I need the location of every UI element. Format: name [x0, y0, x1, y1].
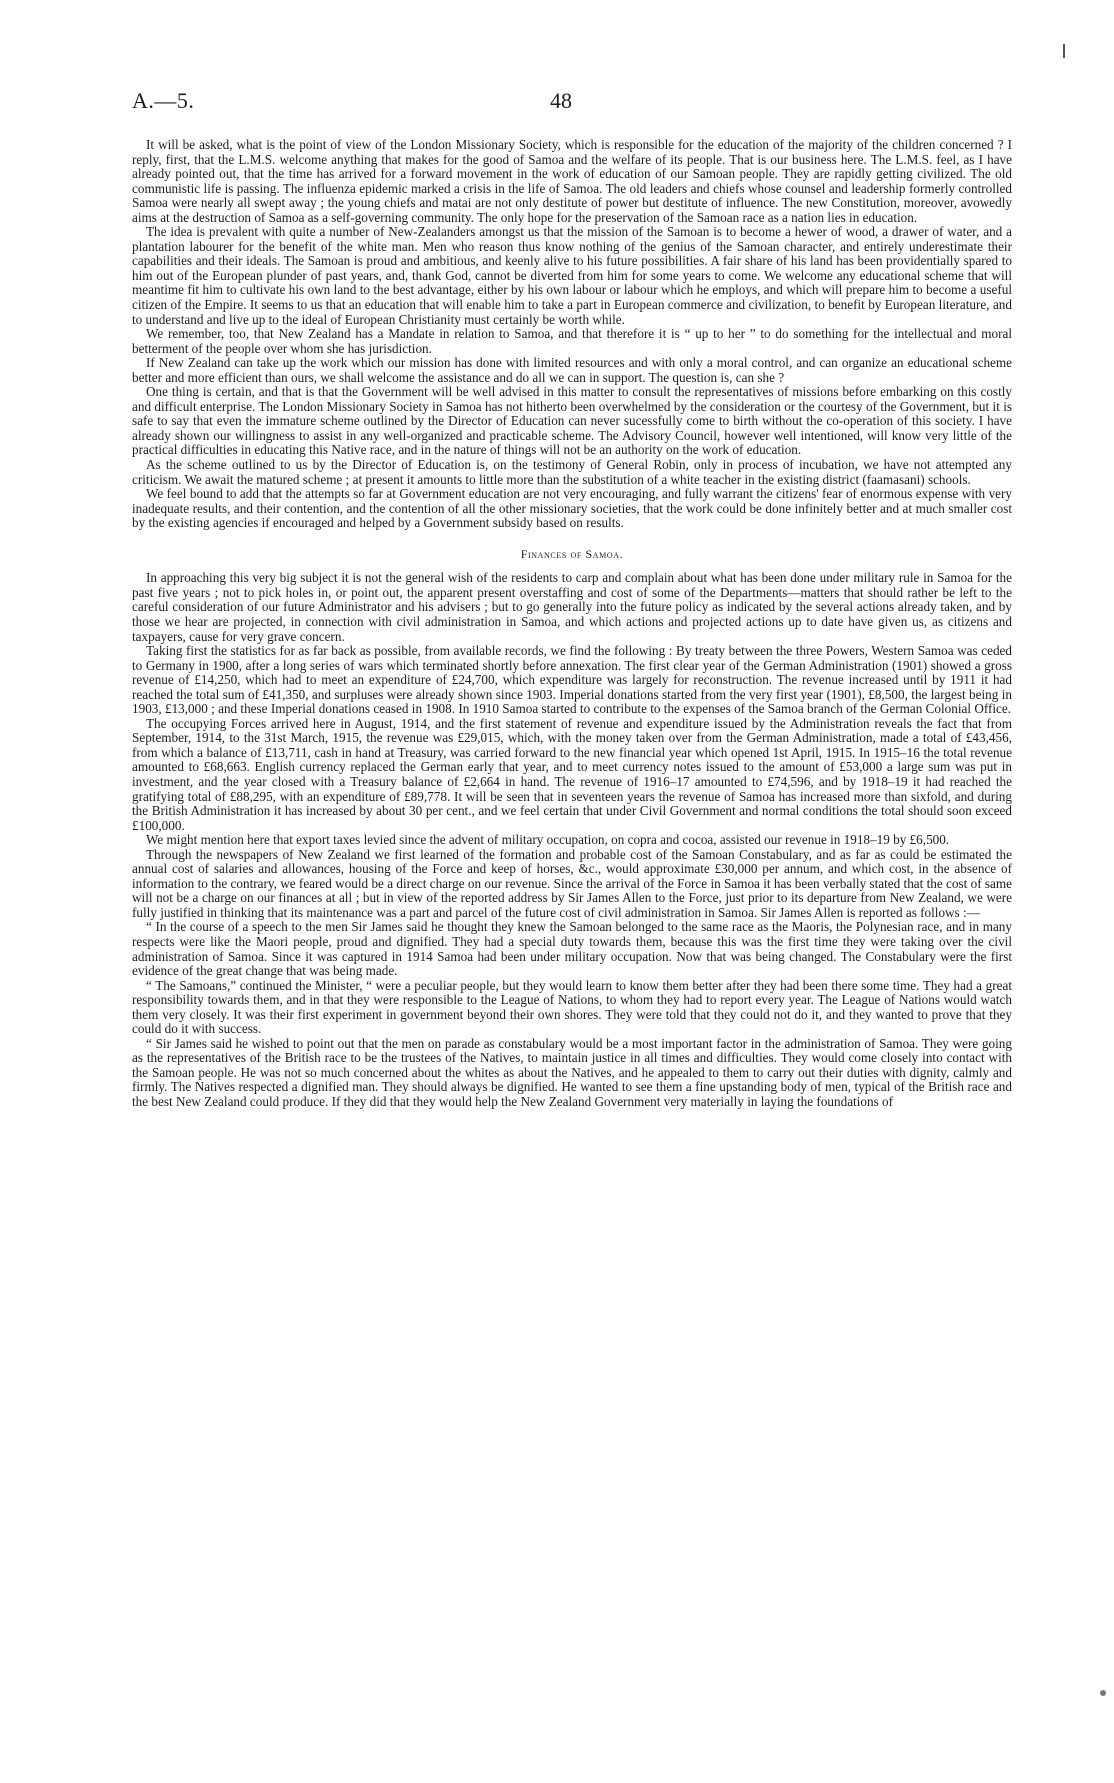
- paragraph: The idea is prevalent with quite a number of New-Zealanders amongst us that the mission of the Samoan is to become a hewer of wood, a drawer of water, and a plantation labourer for the benefit of the white man. Men who reason thus know nothing of the genius of the Samoan character, and entirely underestimate their capabilities and their ideals. The Samoan is proud and ambitious, and keenly alive to his future possibilities. A fair share of his land has been providentially spared to him out of the European plunder of past years, and, thank God, cannot be diverted from him for some years to come. We welcome any educational scheme that will meantime fit him to cultivate his own land to the best advantage, either by his own labour or labour which he employs, and which will prepare him to become a useful citizen of the Empire. It seems to us that an education that will enable him to take a part in European commerce and civilization, to benefit by European literature, and to understand and live up to the ideal of European Christianity must certainly be worth while.: [132, 224, 1012, 327]
- section-heading: Finances of Samoa.: [520, 546, 624, 561]
- paragraph: We might mention here that export taxes levied since the advent of military occupation, on copra and cocoa, assisted our revenue in 1918–19 by £6,500.: [146, 832, 950, 848]
- paragraph: If New Zealand can take up the work which our mission has done with limited resources and with only a moral control, and can organize an educational scheme better and more efficient than ours, we shall welcome the assistance and do all we can in support. The question is, can she ?: [132, 355, 1012, 385]
- page-header: [132, 88, 1012, 118]
- body-text: [132, 138, 1012, 1110]
- quoted-paragraph: “ In the course of a speech to the men Sir James said he thought they knew the Samoan belonged to the same race as the Maoris, the Polynesian race, and in many respects were like the Maori people, proud and dignified. They had a special duty towards them, because this was the first time they were taking over the civil administration of Samoa. Since it was captured in 1914 Samoa had been under military occupation. Now that was being changed. The Constabulary were the first evidence of the great change that was being made.: [132, 919, 1012, 979]
- paragraph: In approaching this very big subject it is not the general wish of the residents to carp and complain about what has been done under military rule in Samoa for the past five years ; not to pick holes in, or point out, the apparent present overstaffing and cost of some of the Departments—matters that should rather be left to the careful consideration of our future Administrator and his advisers ; but to go generally into the future policy as indicated by the several actions already taken, and by those we hear are projected, in connection with civil administration in Samoa, and which actions and projected actions up to date have given us, as citizens and taxpayers, cause for very grave concern.: [132, 570, 1012, 644]
- paragraph: We feel bound to add that the attempts so far at Government education are not very encouraging, and fully warrant the citizens' fear of enormous expense with very inadequate results, and their contention, and the contention of all the other missionary societies, that the work could be done infinitely better and at much smaller cost by the existing agencies if encouraged and helped by a Government subsidy based on results.: [132, 486, 1012, 531]
- quoted-paragraph: “ The Samoans,” continued the Minister, “ were a peculiar people, but they would learn to know them better after they had been there some time. They had a great responsibility towards them, and in that they were responsible to the League of Nations, to whom they had to report every year. The League of Nations would watch them very closely. It was their first experiment in government beyond their own shores. They were told that they could not do it, and they wanted to prove that they could do it with success.: [132, 977, 1012, 1037]
- paragraph: As the scheme outlined to us by the Director of Education is, on the testimony of General Robin, only in process of incubation, we have not attempted any criticism. We await the matured scheme ; at present it amounts to little more than the substitution of a white teacher in the existing district (faamasani) schools.: [132, 457, 1012, 487]
- paragraph: Taking first the statistics for as far back as possible, from available records, we find the following : By treaty between the three Powers, Western Samoa was ceded to Germany in 1900, after a long series of wars which terminated shortly before annexation. The first clear year of the German Administration (1901) showed a gross revenue of £14,250, which had to meet an expenditure of £24,700, which expenditure was largely for reconstruction. The revenue increased until by 1911 it had reached the total sum of £41,350, and surpluses were already shown since 1903. Imperial donations started from the very first year (1901), £8,500, the largest being in 1903, £13,000 ; and these Imperial donations ceased in 1908. In 1910 Samoa started to contribute to the expenses of the Samoa branch of the German Colonial Office.: [132, 643, 1012, 717]
- paragraph: Through the newspapers of New Zealand we first learned of the formation and probable cost of the Samoan Constabulary, and as far as could be estimated the annual cost of salaries and allowances, housing of the Force and keep of horses, &c., would approximate £30,000 per annum, and which cost, in the absence of information to the contrary, we feared would be a direct charge on our revenue. Since the arrival of the Force in Samoa it has been verbally stated that the cost of same will not be a charge on our finances at all ; but in view of the reported address by Sir James Allen to the Force, just prior to its departure from New Zealand, we were fully justified in thinking that its maintenance was a part and parcel of the future cost of civil administration in Samoa. Sir James Allen is reported as follows :—: [132, 846, 1012, 920]
- paragraph: The occupying Forces arrived here in August, 1914, and the first statement of revenue and expenditure issued by the Administration reveals the fact that from September, 1914, to the 31st March, 1915, the revenue was £29,015, which, with the money taken over from the German Administration, made a total of £43,456, from which a balance of £13,711, cash in hand at Treasury, was carried forward to the new financial year which opened 1st April, 1915. In 1915–16 the total revenue amounted to £68,663. English currency replaced the German early that year, and to meet currency notes issued to the amount of £53,000 a large sum was put in investment, and the year closed with a Treasury balance of £2,664 in hand. The revenue of 1916–17 amounted to £74,596, and by 1918–19 it had reached the gratifying total of £88,295, with an expenditure of £89,778. It will be seen that in seventeen years the revenue of Samoa has increased more than sixfold, and during the British Administration it has increased by about 30 per cent., and we feel certain that under Civil Government and normal conditions the total should soon exceed £100,000.: [132, 715, 1012, 833]
- paragraph: One thing is certain, and that is that the Government will be well advised in this matter to consult the representatives of missions before embarking on this costly and difficult enterprise. The London Missionary Society in Samoa has not hitherto been overwhelmed by the consideration or the courtesy of the Government, but it is safe to say that even the immature scheme outlined by the Director of Education can never sucessfully come to birth without the co-operation of this society. I have already shown our willingness to assist in any well-organized and practicable scheme. The Advisory Council, however well intentioned, will know very little of the practical difficulties in educating this Native race, and in the nature of things will not be an authority on the work of education.: [132, 384, 1012, 458]
- paragraph: We remember, too, that New Zealand has a Mandate in relation to Samoa, and that therefore it is “ up to her ” to do something for the intellectual and moral betterment of the people over whom she has jurisdiction.: [132, 326, 1012, 356]
- paragraph: It will be asked, what is the point of view of the London Missionary Society, which is responsible for the education of the majority of the children concerned ? I reply, first, that the L.M.S. welcome anything that makes for the good of Samoa and the welfare of its people. That is our business here. The L.M.S. feel, as I have already pointed out, that the time has arrived for a forward movement in the work of education of our Samoan people. They are rapidly getting civilized. The old communistic life is passing. The influenza epidemic marked a crisis in the life of Samoa. The old leaders and chiefs whose counsel and leadership formerly controlled Samoa were nearly all swept away ; the young chiefs and matai are not only destitute of power but destitute of influence. The new Constitution, moreover, avowedly aims at the destruction of Samoa as a self-governing community. The only hope for the preservation of the Samoan race as a nation lies in education.: [132, 137, 1012, 225]
- margin-mark: [1063, 44, 1065, 58]
- margin-mark: [1100, 1690, 1106, 1696]
- quoted-paragraph: “ Sir James said he wished to point out that the men on parade as constabulary would be a most important factor in the administration of Samoa. They were going as the representatives of the British race to be the trustees of the Natives, to maintain justice in all times and difficulties. They would come closely into contact with the Samoan people. He was not so much concerned about the whites as about the Natives, and he appealed to them to carry out their duties with dignity, calmly and firmly. The Natives respected a dignified man. They should always be dignified. He wanted to see them a fine upstanding body of men, typical of the British race and the best New Zealand could produce. If they did that they would help the New Zealand Government very materially in laying the foundations of: [132, 1035, 1012, 1109]
- document-reference: A.—5.: [132, 88, 195, 113]
- page-number: 48: [550, 88, 572, 113]
